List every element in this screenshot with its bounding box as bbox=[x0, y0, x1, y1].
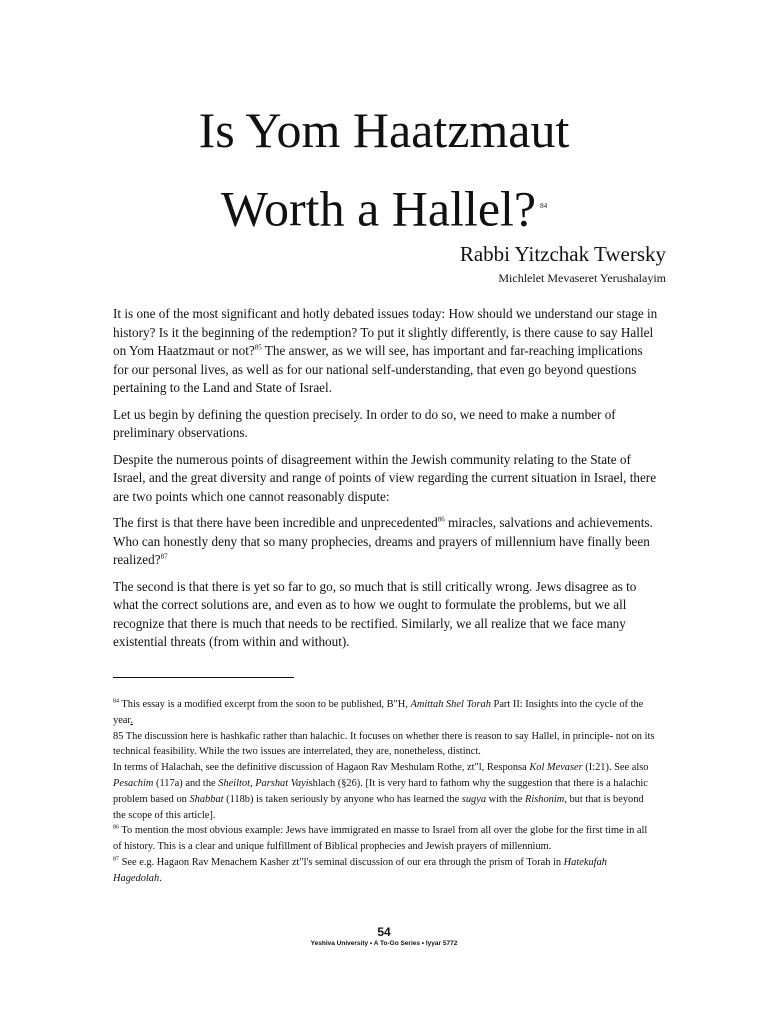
footnote-84: $^{84}$ This essay is a modified excerpt from the soon to be published, B"H, Amittah Shel Torah Part II: Insights into the cycle of the year. bbox=[113, 698, 644, 726]
title-line-2: Worth a Hallel? bbox=[220, 180, 537, 237]
paragraph-1: It is one of the most significant and hotly debated issues today: How should we understand our stage in history? Is it the beginning of the redemption? To put it slightly differently, is there cause to say Hallel on Yom Haatzmaut or not?$^{85}$ The answer, as we will see, has important and far-reaching implications for our personal lives, as well as for our national self-understanding, that even go beyond questions pertaining to the Land and State of Israel. bbox=[113, 306, 658, 395]
paragraph-5: The second is that there is yet so far to go, so much that is still critically wrong. Jews disagree as to what the correct solutions are, and even as to how we ought to formulate the problems, but we all recognize that there is much that needs to be rectified. Similarly, we all realize that we face many existential threats (from within and without). bbox=[113, 578, 637, 649]
footnote-ref-85[interactable]: 85 bbox=[254, 343, 262, 352]
paragraph-4: The first is that there have been incredible and unprecedented$^{86}$ miracles, salvations and achievements. Who can honestly deny that so many prophecies, dreams and prayers of millennium have finally been realized?$^{87}$ bbox=[113, 515, 653, 567]
author-affiliation: Michlelet Mevaseret Yerushalayim bbox=[498, 271, 666, 285]
footnote-ref-87[interactable]: 87 bbox=[160, 552, 168, 561]
footnotes bbox=[113, 697, 658, 887]
author-name: Rabbi Yitzchak Twersky bbox=[459, 242, 666, 266]
title-line-1: Is Yom Haatzmaut bbox=[198, 102, 570, 158]
page-number: 54 bbox=[377, 925, 391, 939]
footnote-85-continued: In terms of Halachah, see the definitive discussion of Hagaon Rav Meshulam Rothe, zt"l, Responsa Kol Mevaser (I:21). See also Pesachim (117a) and the Sheiltot, Parshat Vayishlach (§26). [It is very hard to fathom why the suggestion that there is a halachic problem based on Shabbat (118b) is taken seriously by anyone who has learned the sugya with the Rishonim, but that is beyond the scope of this article]. bbox=[113, 762, 649, 821]
footnote-85: 85 The discussion here is hashkafic rather than halachic. It focuses on whether there is reason to say Hallel, in principle- not on its technical feasibility. While the two issues are interrelated, they are, nonetheless, distinct. bbox=[113, 730, 655, 758]
article-title bbox=[0, 92, 768, 247]
footnote-86: $^{86}$ To mention the most obvious example: Jews have immigrated en masse to Israel from all over the globe for the first time in all of history. This is a clear and unique fulfillment of Biblical prophecies and Jewish prayers of millennium. bbox=[113, 824, 648, 853]
title-footnote-ref[interactable]: 84 bbox=[540, 202, 548, 210]
article-body bbox=[113, 305, 658, 660]
paragraph-3: Despite the numerous points of disagreement within the Jewish community relating to the State of Israel, and the great diversity and range of points of view regarding the current situation in Israel, there are two points which one cannot reasonably dispute: bbox=[113, 451, 657, 504]
paragraph-2: Let us begin by defining the question precisely. In order to do so, we need to make a number of preliminary observations. bbox=[113, 406, 616, 440]
publication-footer: Yeshiva University • A To-Go Series • Iyyar 5772 bbox=[310, 940, 458, 947]
footnote-ref-86[interactable]: 86 bbox=[437, 515, 445, 524]
footnote-divider bbox=[113, 677, 294, 678]
footnote-87: $^{87}$ See e.g. Hagaon Rav Menachem Kasher zt"l's seminal discussion of our era through the prism of Torah in Hatekufah Hagedolah. bbox=[113, 856, 607, 884]
